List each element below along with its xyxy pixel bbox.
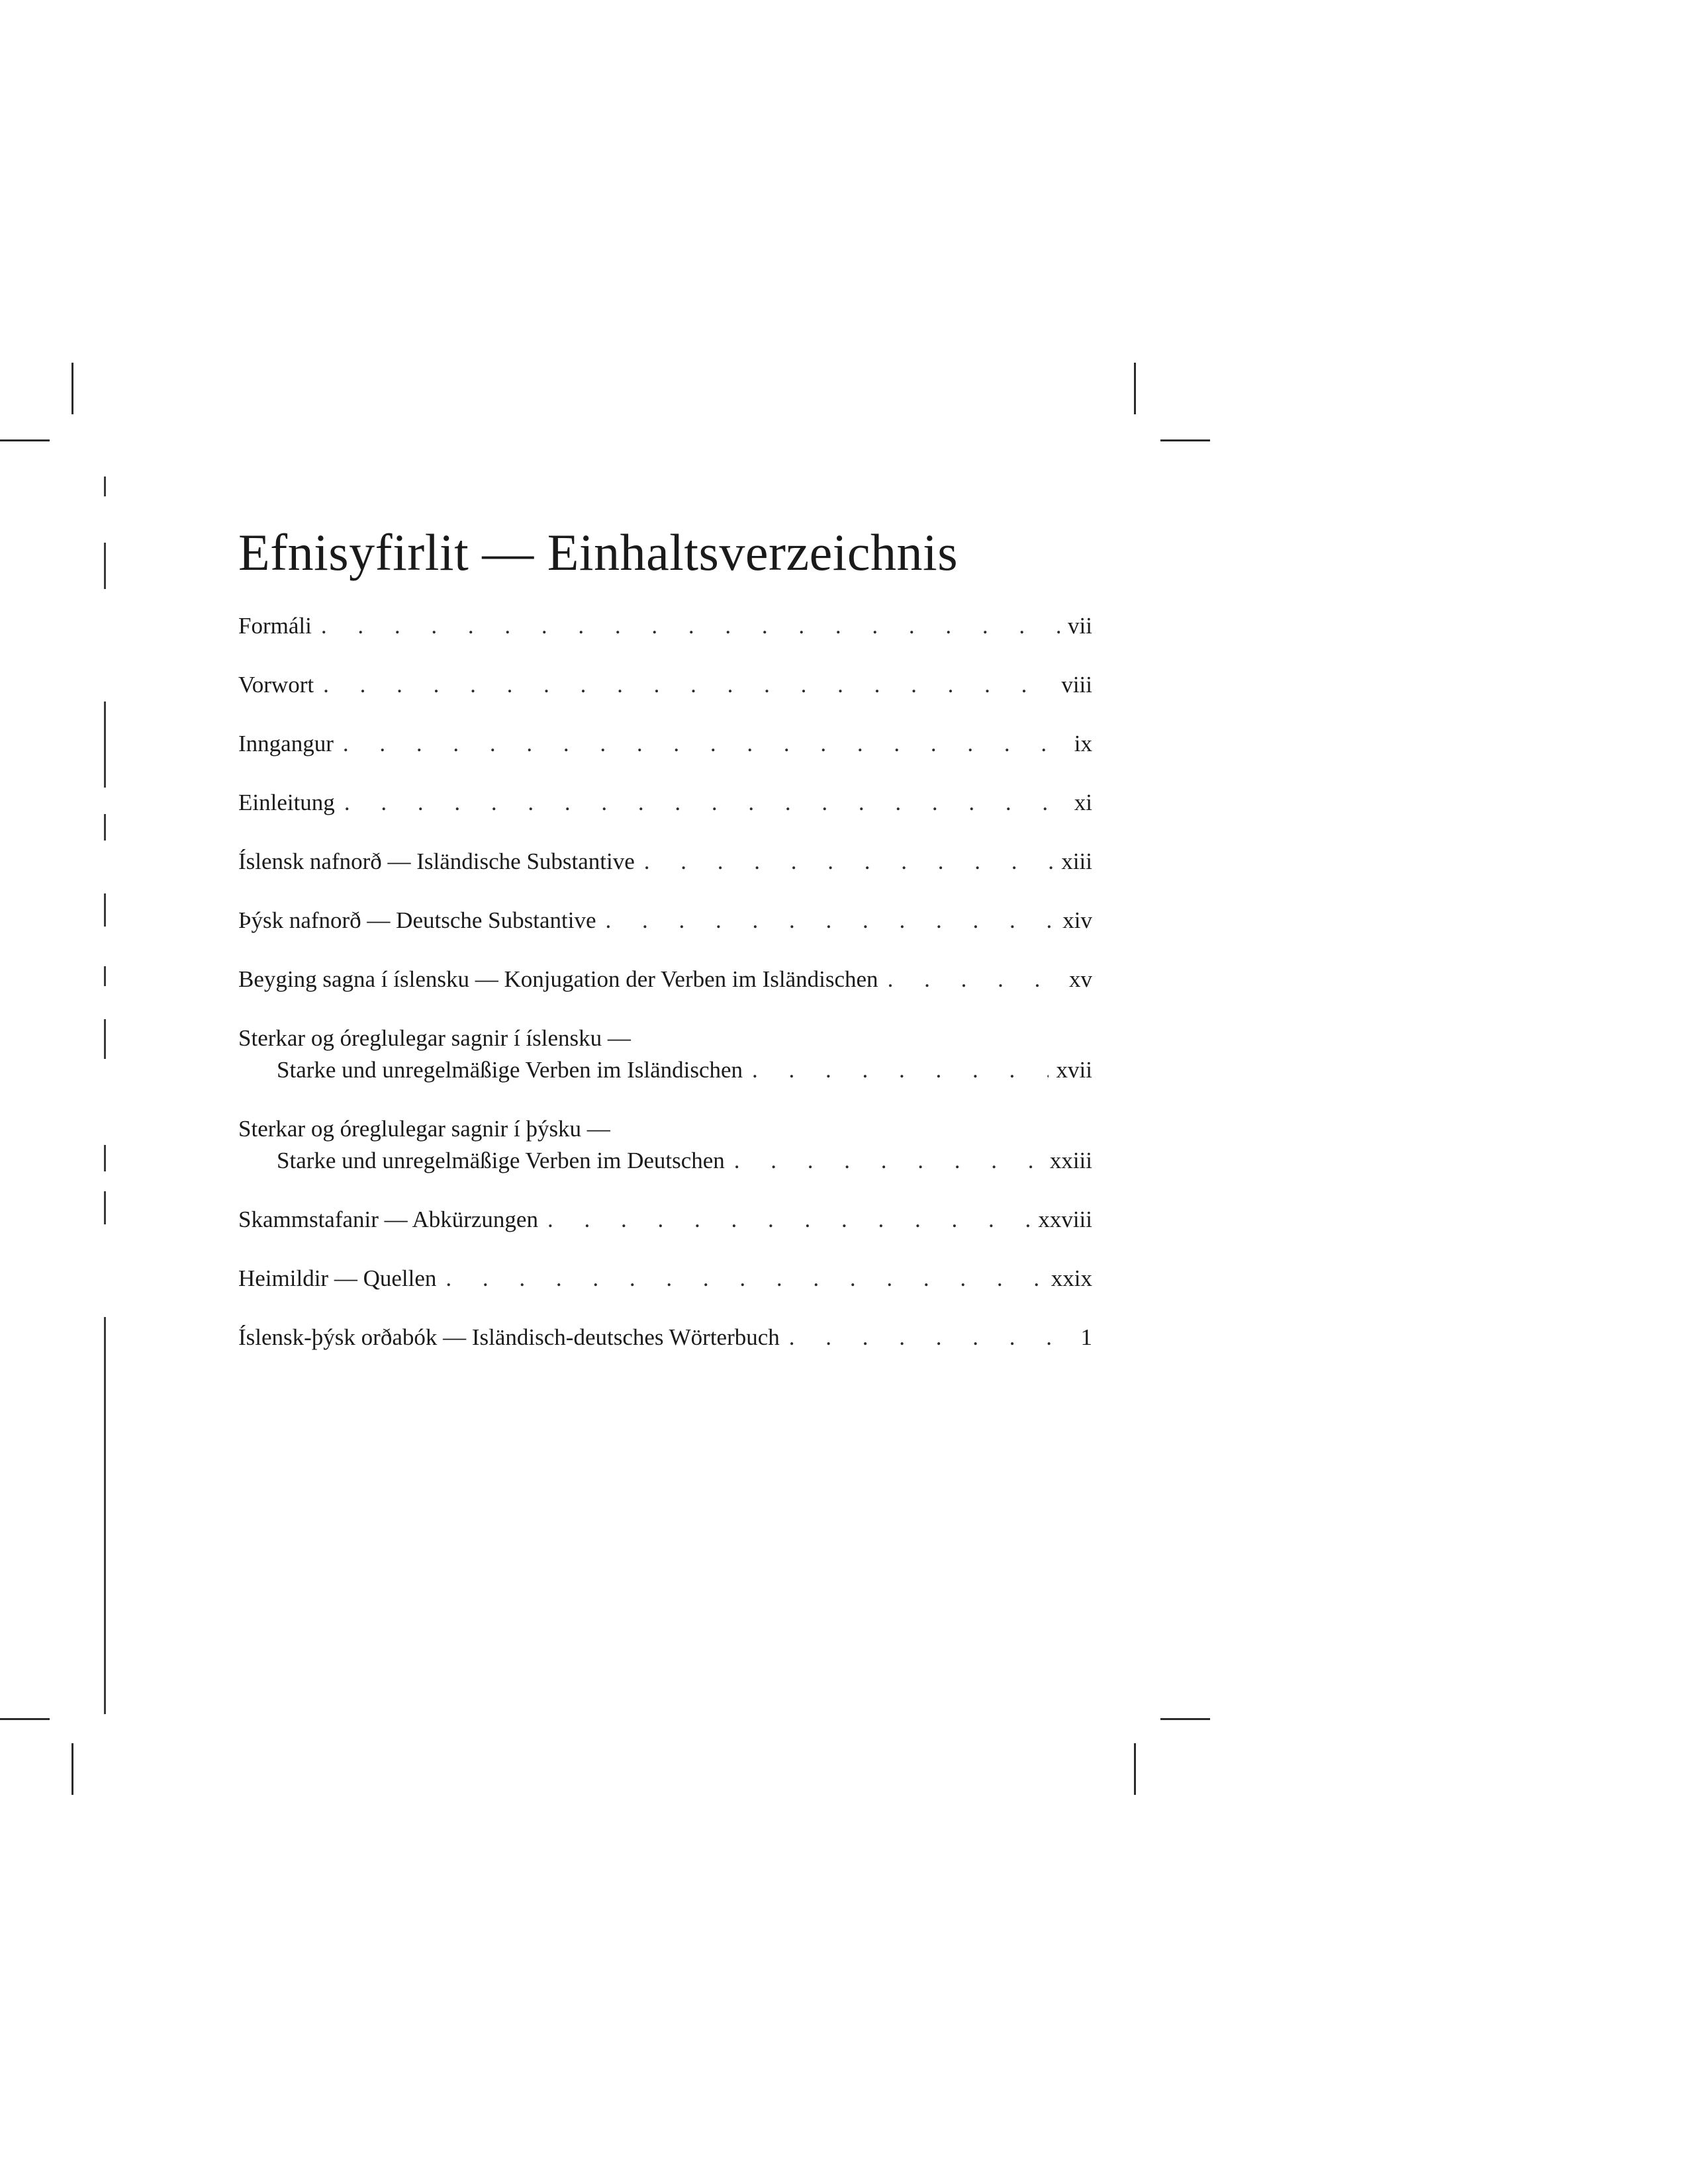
toc-page-number[interactable]: vii bbox=[1068, 613, 1092, 639]
crop-mark-bottom-right-horizontal bbox=[1160, 1718, 1210, 1720]
toc-entry-line bbox=[238, 905, 1092, 936]
toc-entry[interactable] bbox=[238, 728, 1092, 760]
gutter-scan-line bbox=[104, 702, 106, 788]
toc-entry-title[interactable]: Formáli bbox=[238, 613, 312, 639]
toc-page-number[interactable]: xv bbox=[1069, 966, 1092, 992]
toc-entry-line bbox=[238, 610, 1092, 642]
toc-entry-title[interactable]: Vorwort bbox=[238, 672, 314, 698]
gutter-scan-line bbox=[104, 1145, 106, 1171]
crop-mark-top-left-horizontal bbox=[0, 439, 50, 441]
gutter-scan-line bbox=[104, 1317, 106, 1714]
toc-page-number[interactable]: xxiii bbox=[1049, 1148, 1092, 1173]
toc-page-number[interactable]: xiii bbox=[1061, 848, 1092, 874]
dot-leader bbox=[605, 905, 1055, 936]
toc-page-number[interactable]: 1 bbox=[1080, 1324, 1092, 1350]
dot-leader bbox=[445, 1263, 1043, 1295]
toc-entry-line bbox=[238, 846, 1092, 878]
toc-entry-line bbox=[238, 1204, 1092, 1236]
crop-mark-bottom-left-vertical bbox=[71, 1743, 73, 1795]
toc-entry[interactable] bbox=[238, 1204, 1092, 1236]
crop-mark-bottom-right-vertical bbox=[1134, 1743, 1136, 1795]
dot-leader bbox=[734, 1145, 1042, 1177]
toc-page-number[interactable]: xxviii bbox=[1038, 1206, 1092, 1232]
page-title: Efnisyfirlit — Einhaltsverzeichnis bbox=[238, 523, 959, 581]
toc-entry-title[interactable]: Íslensk-þýsk orðabók — Isländisch-deutsches Wörterbuch bbox=[238, 1324, 780, 1350]
toc-entry-title[interactable]: Einleitung bbox=[238, 790, 335, 815]
gutter-scan-line bbox=[104, 814, 106, 841]
toc-entry-line bbox=[238, 1054, 1092, 1086]
toc-entry-line bbox=[238, 1113, 1092, 1145]
crop-mark-top-right-vertical bbox=[1134, 363, 1136, 414]
toc-entry[interactable] bbox=[238, 1322, 1092, 1353]
toc-entry[interactable] bbox=[238, 905, 1092, 936]
gutter-scan-line bbox=[104, 477, 106, 496]
toc-entry-title[interactable]: Íslensk nafnorð — Isländische Substantive bbox=[238, 848, 635, 874]
gutter-scan-line bbox=[104, 543, 106, 589]
dot-leader bbox=[752, 1054, 1049, 1086]
toc-entry-title[interactable]: Beyging sagna í íslensku — Konjugation der Verben im Isländischen bbox=[238, 966, 878, 992]
toc-page-number[interactable]: ix bbox=[1074, 731, 1092, 756]
crop-mark-top-left-vertical bbox=[71, 363, 73, 414]
toc-page-number[interactable]: xvii bbox=[1056, 1057, 1092, 1083]
toc-entry[interactable] bbox=[238, 964, 1092, 995]
toc-entry[interactable] bbox=[238, 610, 1092, 642]
gutter-scan-line bbox=[104, 893, 106, 927]
dot-leader bbox=[344, 787, 1066, 819]
gutter-scan-line bbox=[104, 1019, 106, 1059]
dot-leader bbox=[888, 964, 1061, 995]
toc-entry-line bbox=[238, 787, 1092, 819]
gutter-scan-line bbox=[104, 966, 106, 986]
crop-mark-bottom-left-horizontal bbox=[0, 1718, 50, 1720]
toc-entry-title[interactable]: Þýsk nafnorð — Deutsche Substantive bbox=[238, 907, 596, 933]
toc-entry[interactable] bbox=[238, 1263, 1092, 1295]
toc-page-number[interactable]: xiv bbox=[1062, 907, 1092, 933]
dot-leader bbox=[547, 1204, 1030, 1236]
toc-entry[interactable] bbox=[238, 846, 1092, 878]
toc-entry[interactable] bbox=[238, 787, 1092, 819]
dot-leader bbox=[323, 669, 1053, 701]
toc-entry[interactable] bbox=[238, 669, 1092, 701]
toc-page-number[interactable]: xi bbox=[1074, 790, 1092, 815]
toc-entry-title[interactable]: Starke und unregelmäßige Verben im Deutschen bbox=[277, 1148, 725, 1173]
table-of-contents-page bbox=[238, 523, 1092, 1381]
dot-leader bbox=[343, 728, 1066, 760]
toc-entry-title[interactable]: Skammstafanir — Abkürzungen bbox=[238, 1206, 538, 1232]
toc-entry-title[interactable]: Sterkar og óreglulegar sagnir í þýsku — bbox=[238, 1116, 610, 1142]
toc-entry[interactable] bbox=[238, 1113, 1092, 1177]
toc-entry-title[interactable]: Sterkar og óreglulegar sagnir í íslensku — bbox=[238, 1025, 631, 1051]
dot-leader bbox=[789, 1322, 1066, 1353]
toc-entry-title[interactable]: Starke und unregelmäßige Verben im Isländischen bbox=[277, 1057, 743, 1083]
toc-entry-line bbox=[238, 964, 1092, 995]
gutter-scan-line bbox=[104, 1191, 106, 1224]
dot-leader bbox=[644, 846, 1054, 878]
toc-entry-title[interactable]: Inngangur bbox=[238, 731, 334, 756]
toc-entry-line bbox=[238, 669, 1092, 701]
toc-entry-line bbox=[238, 1322, 1092, 1353]
toc-page-number[interactable]: viii bbox=[1061, 672, 1092, 698]
toc-entry-line bbox=[238, 1145, 1092, 1177]
toc-entry-line bbox=[238, 1023, 1092, 1054]
toc-entry-line bbox=[238, 1263, 1092, 1295]
toc-entry-title[interactable]: Heimildir — Quellen bbox=[238, 1265, 437, 1291]
toc-page-number[interactable]: xxix bbox=[1051, 1265, 1092, 1291]
dot-leader bbox=[321, 610, 1060, 642]
toc-entry[interactable] bbox=[238, 1023, 1092, 1086]
toc-entry-line bbox=[238, 728, 1092, 760]
toc-list bbox=[238, 610, 1092, 1353]
crop-mark-top-right-horizontal bbox=[1160, 439, 1210, 441]
